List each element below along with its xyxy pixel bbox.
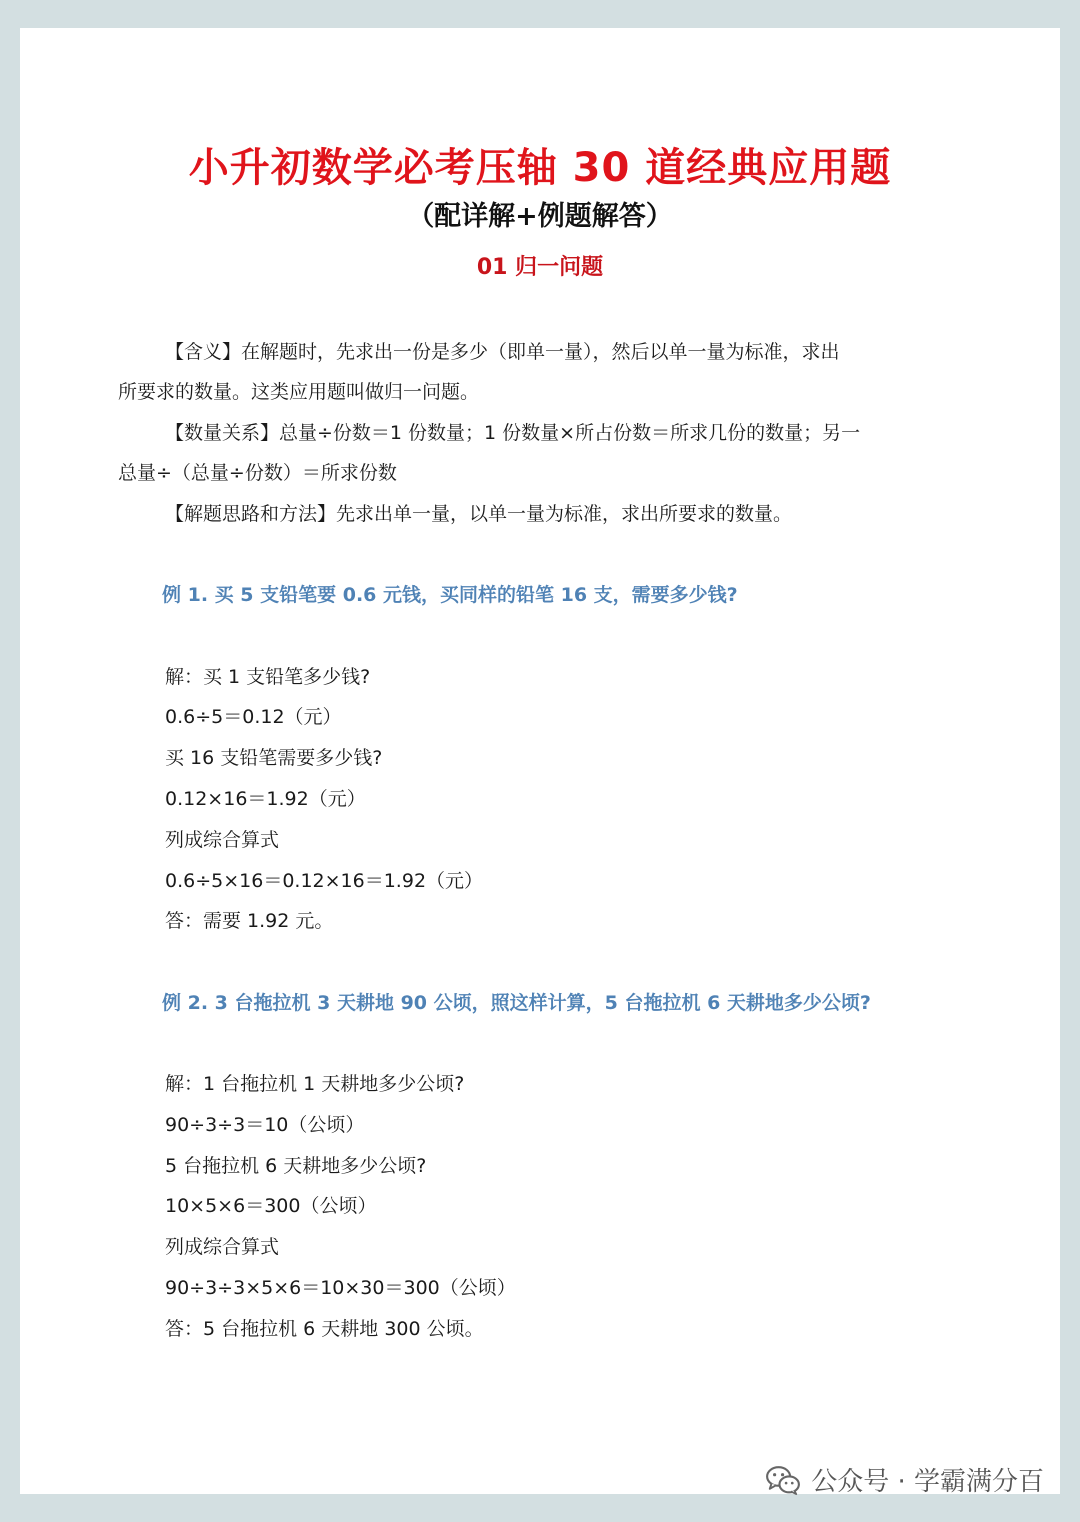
example-2-line: 解：1 台拖拉机 1 天耕地多少公顷? [165,1073,465,1095]
example-2-line: 90÷3÷3＝10（公顷） [165,1114,365,1136]
method-line: 【解题思路和方法】先求出单一量，以单一量为标准，求出所要求的数量。 [165,503,793,525]
example-1-line: 0.6÷5＝0.12（元） [165,706,342,728]
watermark [765,1461,1044,1498]
watermark-text: 公众号 · 学霸满分百 [811,1467,1044,1497]
example-2-line: 10×5×6＝300（公顷） [165,1195,377,1217]
example-1-line: 0.12×16＝1.92（元） [165,788,366,810]
example-1-question: 例 1. 买 5 支铅笔要 0.6 元钱，买同样的铅笔 16 支，需要多少钱? [162,584,738,606]
example-1-line: 0.6÷5×16＝0.12×16＝1.92（元） [165,870,484,892]
relation-line-1: 【数量关系】总量÷份数＝1 份数量；1 份数量×所占份数＝所求几份的数量；另一 [165,422,861,444]
page-title: 小升初数学必考压轴 30 道经典应用题 [188,145,892,191]
meaning-line-1: 【含义】在解题时，先求出一份是多少（即单一量），然后以单一量为标准，求出 [165,341,840,363]
example-1-line: 解：买 1 支铅笔多少钱? [165,666,371,688]
example-1-line: 列成综合算式 [165,829,280,851]
example-2-line: 列成综合算式 [165,1236,280,1258]
document-page [20,28,1060,1494]
example-1-answer: 答：需要 1.92 元。 [165,910,334,932]
relation-line-2: 总量÷（总量÷份数）＝所求份数 [118,462,397,484]
section-heading: 01 归一问题 [476,255,604,280]
meaning-line-2: 所要求的数量。这类应用题叫做归一问题。 [118,381,480,403]
example-2-answer: 答：5 台拖拉机 6 天耕地 300 公顷。 [165,1318,484,1340]
example-2-line: 5 台拖拉机 6 天耕地多少公顷? [165,1155,427,1177]
example-2-question: 例 2. 3 台拖拉机 3 天耕地 90 公顷，照这样计算，5 台拖拉机 6 天耕地多少公顷? [162,992,871,1014]
example-1-line: 买 16 支铅笔需要多少钱? [165,747,383,769]
page-subtitle: （配详解+例题解答） [407,201,673,232]
example-2-line: 90÷3÷3×5×6＝10×30＝300（公顷） [165,1277,516,1299]
wechat-icon [765,1465,801,1495]
